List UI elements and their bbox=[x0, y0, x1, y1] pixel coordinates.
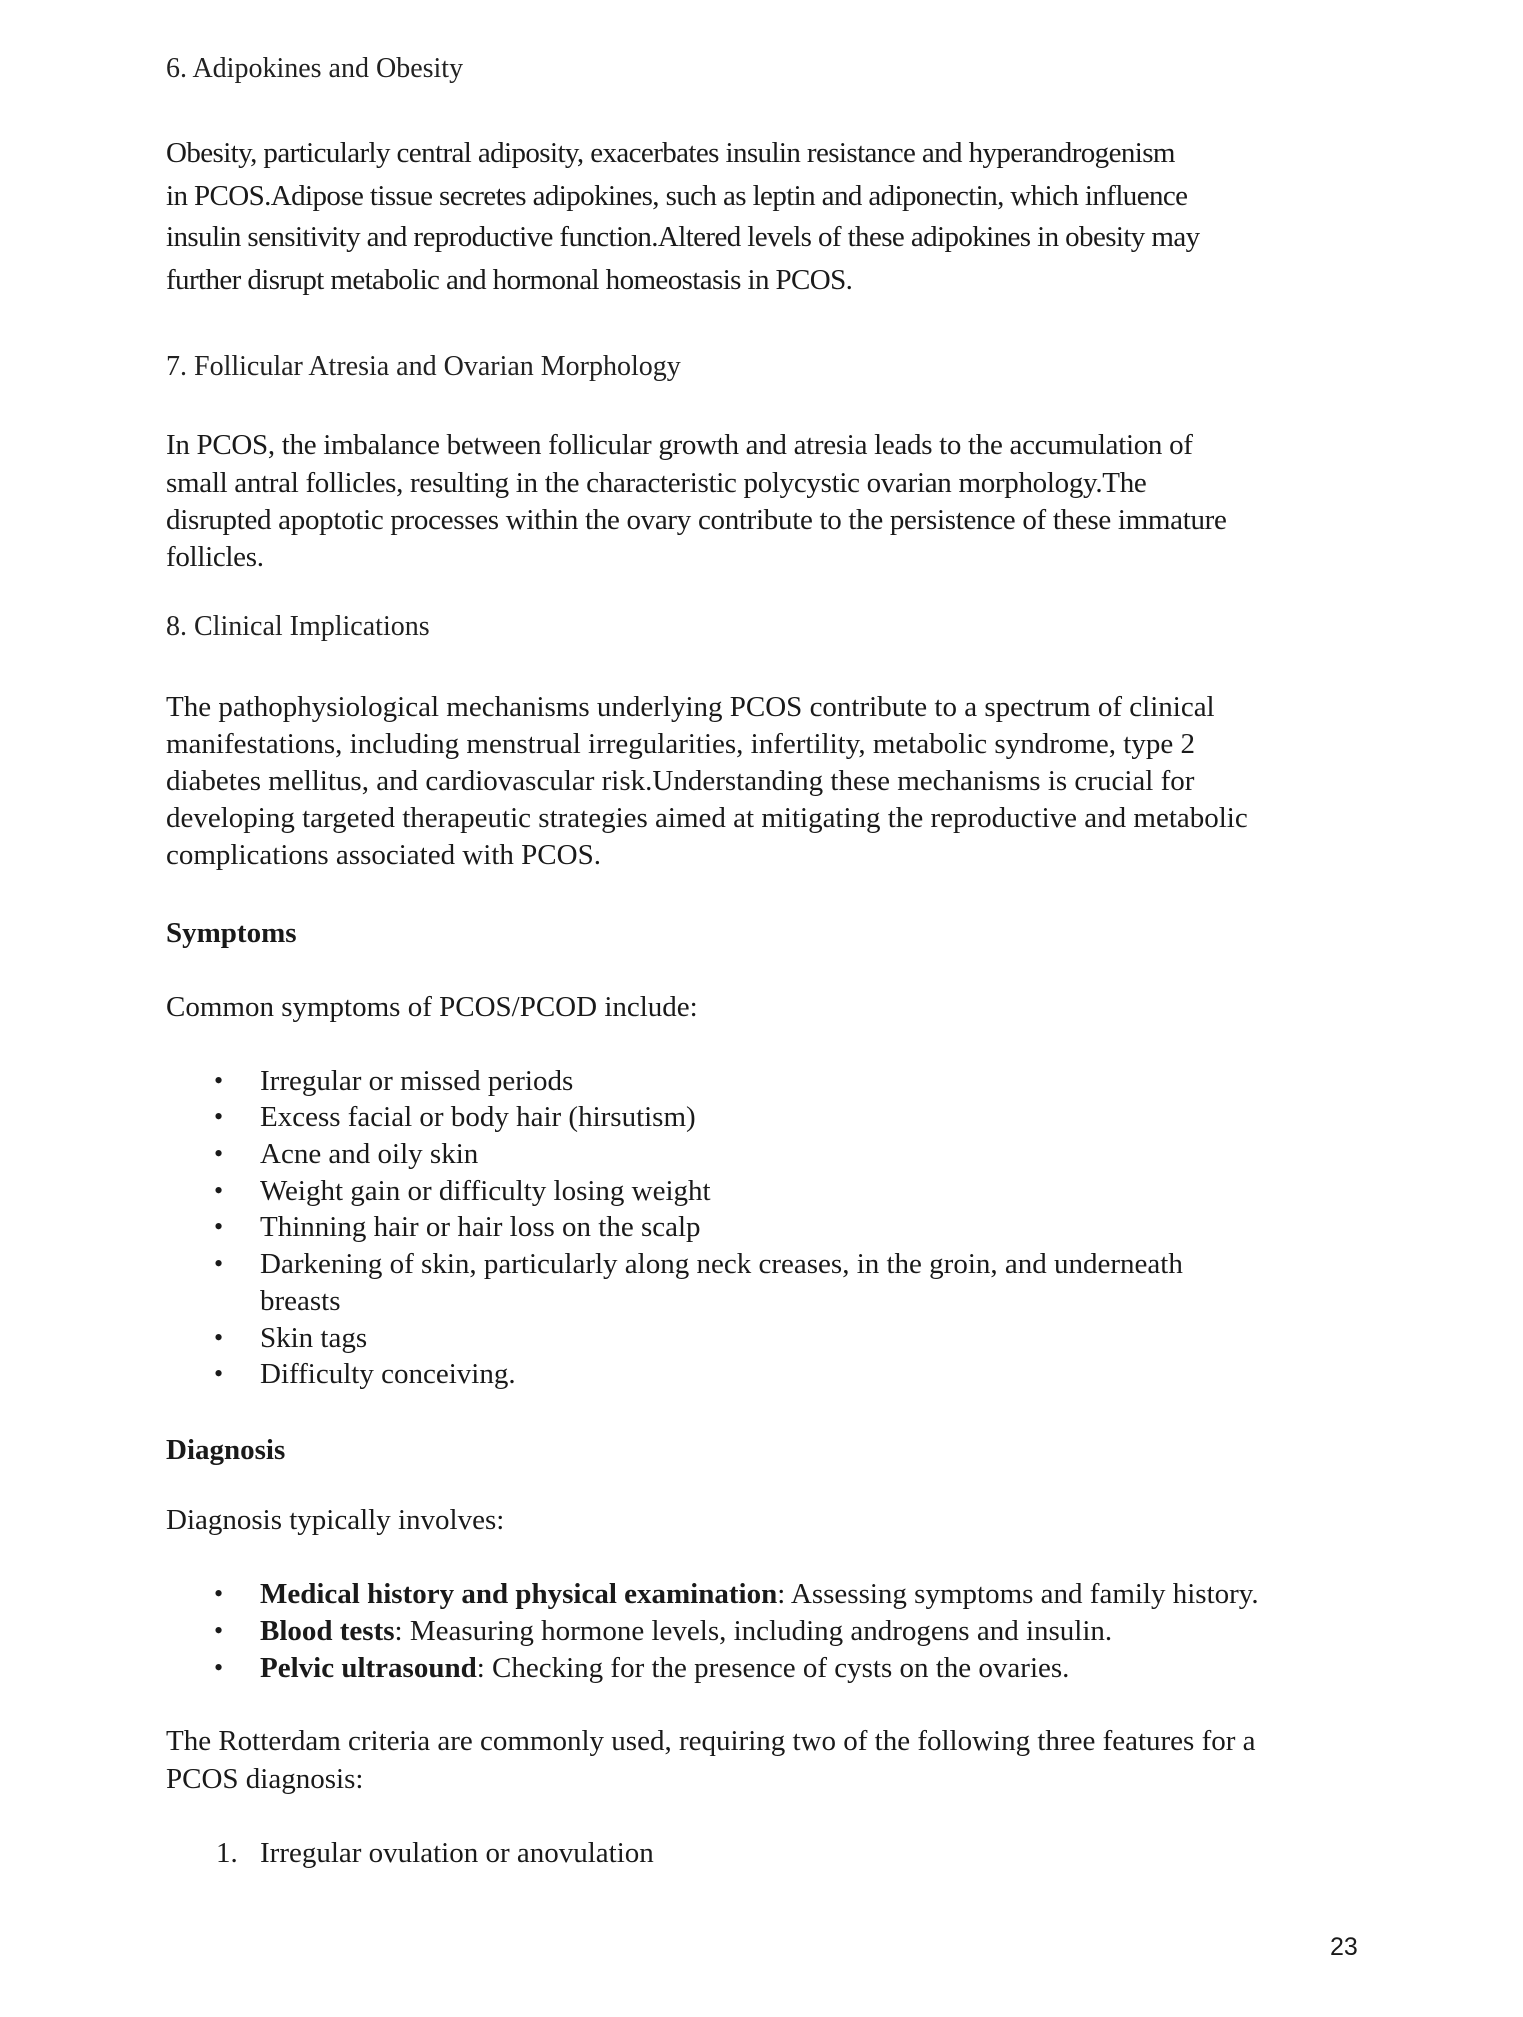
list-item bbox=[260, 1614, 1112, 1648]
list-item: Acne and oily skin bbox=[260, 1138, 479, 1170]
section-8-heading: 8. Clinical Implications bbox=[166, 611, 430, 642]
paragraph-line: In PCOS, the imbalance between follicular growth and atresia leads to the accumulation of bbox=[166, 429, 1193, 461]
list-item-term: Pelvic ultrasound bbox=[260, 1652, 477, 1684]
symptoms-heading: Symptoms bbox=[166, 917, 297, 949]
list-item: Irregular or missed periods bbox=[260, 1065, 574, 1097]
bullet-icon: • bbox=[214, 1176, 224, 1205]
list-item: Excess facial or body hair (hirsutism) bbox=[260, 1101, 696, 1133]
list-item-desc: : Measuring hormone levels, including androgens and insulin. bbox=[394, 1615, 1113, 1647]
criteria-item: Irregular ovulation or anovulation bbox=[260, 1837, 654, 1869]
bullet-icon: • bbox=[214, 1323, 224, 1352]
list-item: Thinning hair or hair loss on the scalp bbox=[260, 1211, 701, 1243]
paragraph-line: diabetes mellitus, and cardiovascular risk.Understanding these mechanisms is crucial for bbox=[166, 765, 1195, 797]
list-item bbox=[260, 1577, 1259, 1611]
list-item: Weight gain or difficulty losing weight bbox=[260, 1175, 711, 1207]
list-item: Difficulty conceiving. bbox=[260, 1358, 516, 1390]
list-item-continuation: breasts bbox=[260, 1285, 341, 1317]
list-item: Darkening of skin, particularly along neck creases, in the groin, and underneath bbox=[260, 1248, 1183, 1280]
section-6-heading: 6. Adipokines and Obesity bbox=[166, 53, 464, 84]
bullet-icon: • bbox=[214, 1139, 224, 1168]
bullet-icon: • bbox=[214, 1359, 224, 1388]
bullet-icon: • bbox=[214, 1102, 224, 1131]
diagnosis-intro: Diagnosis typically involves: bbox=[166, 1504, 505, 1536]
bullet-icon: • bbox=[214, 1212, 224, 1241]
paragraph-line: manifestations, including menstrual irregularities, infertility, metabolic syndrome, type 2 bbox=[166, 728, 1195, 760]
paragraph-line: in PCOS.Adipose tissue secretes adipokines, such as leptin and adiponectin, which influence bbox=[166, 180, 1188, 212]
paragraph-line: Obesity, particularly central adiposity, exacerbates insulin resistance and hyperandrogenism bbox=[166, 137, 1175, 169]
paragraph-line: insulin sensitivity and reproductive function.Altered levels of these adipokines in obesity may bbox=[166, 221, 1200, 253]
criteria-number: 1. bbox=[216, 1837, 238, 1869]
paragraph-line: The pathophysiological mechanisms underlying PCOS contribute to a spectrum of clinical bbox=[166, 691, 1215, 723]
symptoms-intro: Common symptoms of PCOS/PCOD include: bbox=[166, 991, 698, 1023]
list-item-desc: : Assessing symptoms and family history. bbox=[777, 1578, 1259, 1610]
paragraph-line: PCOS diagnosis: bbox=[166, 1763, 364, 1795]
paragraph-line: disrupted apoptotic processes within the ovary contribute to the persistence of these immature bbox=[166, 504, 1227, 536]
list-item-desc: : Checking for the presence of cysts on the ovaries. bbox=[476, 1652, 1070, 1684]
paragraph-line: small antral follicles, resulting in the characteristic polycystic ovarian morphology.The bbox=[166, 467, 1147, 499]
bullet-icon: • bbox=[214, 1616, 224, 1645]
bullet-icon: • bbox=[214, 1066, 224, 1095]
paragraph-line: follicles. bbox=[166, 541, 264, 573]
paragraph-line: further disrupt metabolic and hormonal homeostasis in PCOS. bbox=[166, 264, 853, 296]
page-number: 23 bbox=[1330, 1933, 1358, 1961]
paragraph-line: complications associated with PCOS. bbox=[166, 839, 601, 871]
bullet-icon: • bbox=[214, 1249, 224, 1278]
bullet-icon: • bbox=[214, 1653, 224, 1682]
section-7-heading: 7. Follicular Atresia and Ovarian Morphology bbox=[166, 351, 681, 382]
bullet-icon: • bbox=[214, 1579, 224, 1608]
diagnosis-heading: Diagnosis bbox=[166, 1434, 286, 1466]
list-item bbox=[260, 1651, 1069, 1685]
list-item-term: Medical history and physical examination bbox=[260, 1578, 778, 1610]
paragraph-line: developing targeted therapeutic strategies aimed at mitigating the reproductive and metabolic bbox=[166, 802, 1248, 834]
paragraph-line: The Rotterdam criteria are commonly used, requiring two of the following three features for a bbox=[166, 1725, 1256, 1757]
list-item: Skin tags bbox=[260, 1322, 368, 1354]
list-item-term: Blood tests bbox=[260, 1615, 395, 1647]
